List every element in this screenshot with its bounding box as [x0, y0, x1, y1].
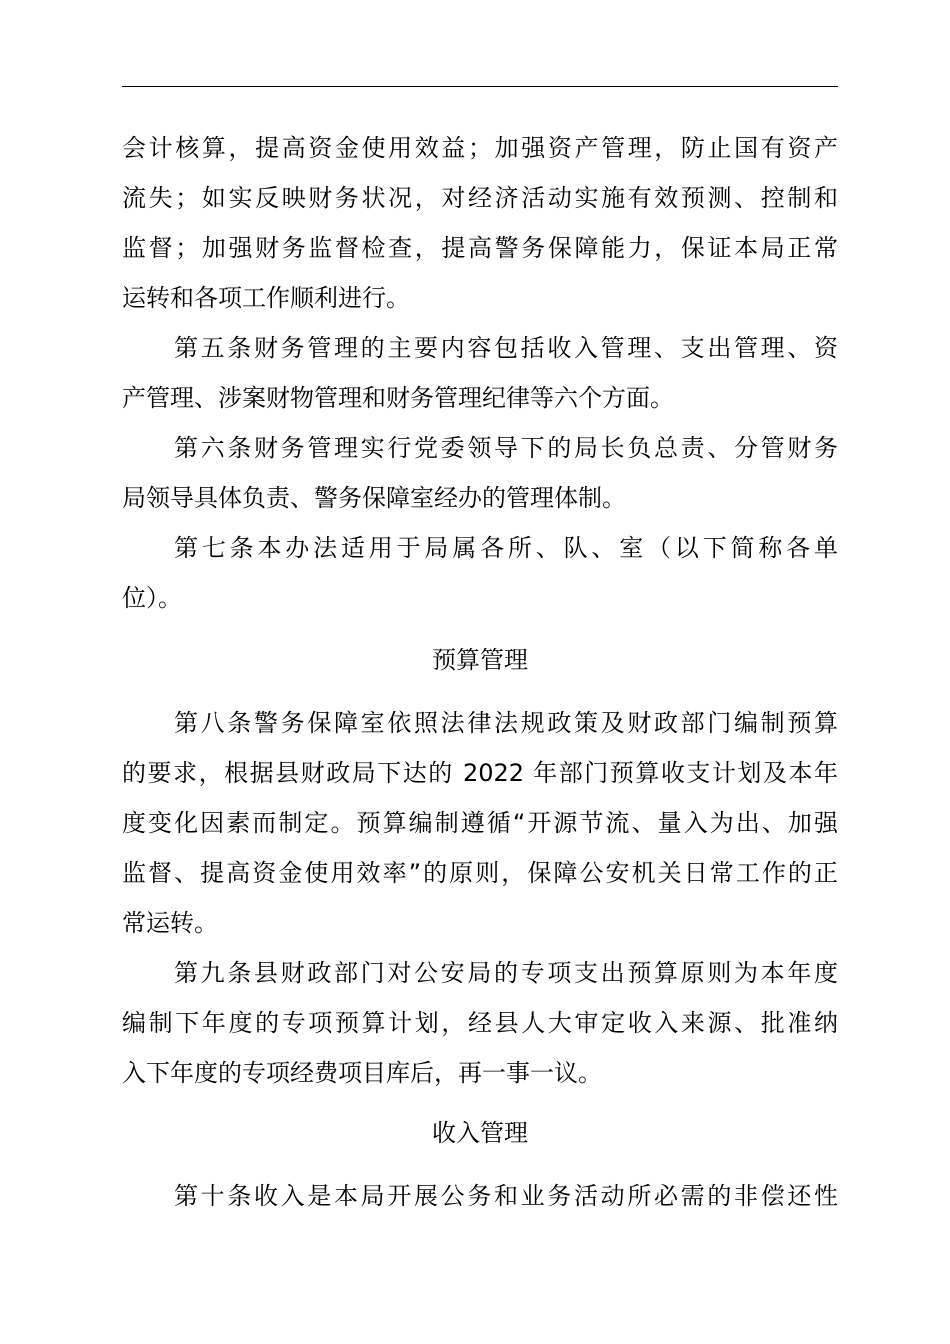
article-5-line: 第五条财务管理的主要内容包括收入管理、支出管理、资 [174, 334, 838, 362]
article-9-line: 编制下年度的专项预算计划，经县人大审定收入来源、批准纳 [122, 1009, 838, 1037]
article-9-line: 第九条县财政部门对公安局的专项支出预算原则为本年度 [174, 959, 838, 987]
paragraph-line: 监督；加强财务监督检查，提高警务保障能力，保证本局正常 [122, 234, 838, 262]
article-8-line: 常运转。 [122, 909, 218, 937]
article-10-line: 第十条收入是本局开展公务和业务活动所必需的非偿还性 [174, 1182, 838, 1210]
article-8-line: 第八条警务保障室依照法律法规政策及财政部门编制预算 [174, 709, 838, 737]
article-8-line: 度变化因素而制定。预算编制遵循“开源节流、量入为出、加强 [122, 809, 838, 837]
paragraph-line: 运转和各项工作顺利进行。 [122, 284, 410, 312]
paragraph-line: 流失；如实反映财务状况，对经济活动实施有效预测、控制和 [122, 184, 838, 212]
section-heading-income: 收入管理 [432, 1119, 528, 1147]
section-heading-budget: 预算管理 [432, 646, 528, 674]
article-5-line: 产管理、涉案财物管理和财务管理纪律等六个方面。 [122, 384, 674, 412]
article-6-line: 局领导具体负责、警务保障室经办的管理体制。 [122, 484, 626, 512]
article-8-line: 监督、提高资金使用效率”的原则，保障公安机关日常工作的正 [122, 859, 838, 887]
paragraph-line: 会计核算，提高资金使用效益；加强资产管理，防止国有资产 [122, 134, 838, 162]
article-7-line: 位）。 [122, 584, 182, 612]
article-8-line: 的要求，根据县财政局下达的 2022 年部门预算收支计划及本年 [122, 759, 838, 787]
article-7-line: 第七条本办法适用于局属各所、队、室（以下简称各单 [174, 534, 838, 562]
article-9-line: 入下年度的专项经费项目库后，再一事一议。 [122, 1059, 602, 1087]
header-rule [122, 86, 838, 87]
article-6-line: 第六条财务管理实行党委领导下的局长负总责、分管财务 [174, 434, 838, 462]
